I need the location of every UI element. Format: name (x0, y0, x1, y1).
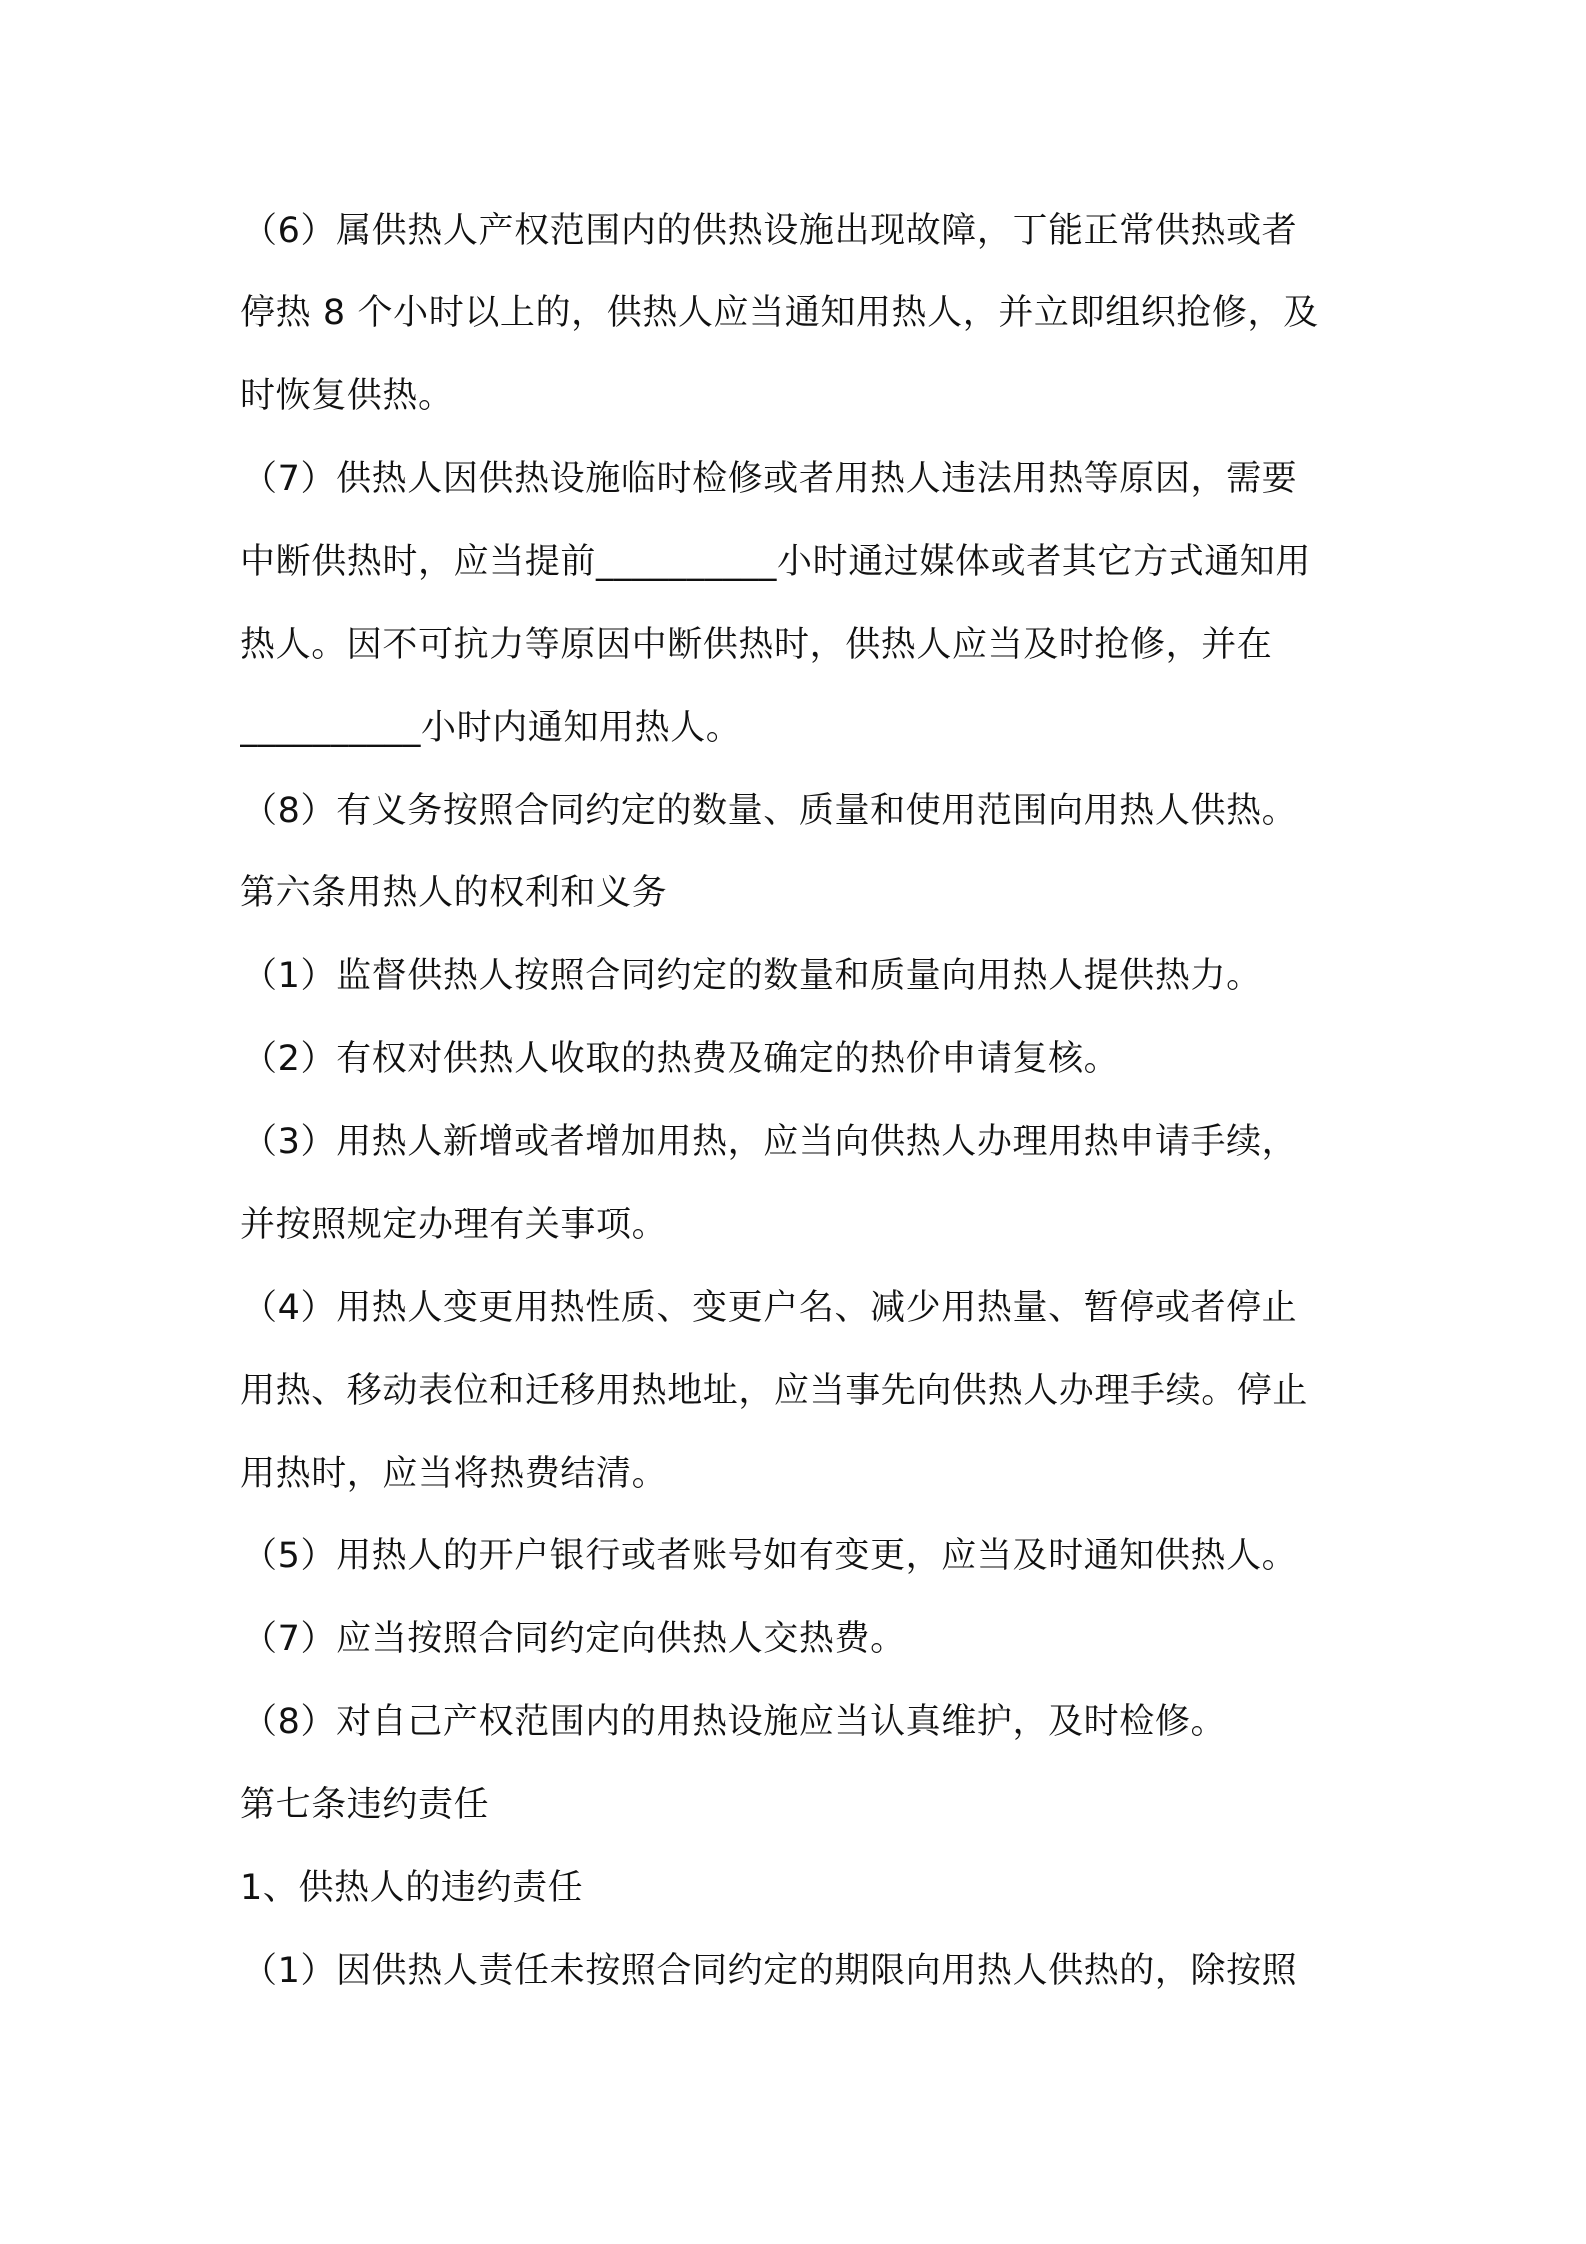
section-heading: 第六条用热人的权利和义务 (240, 873, 668, 913)
text-line: 用热时，应当将热费结清。 (240, 1454, 668, 1494)
text-line: （1）监督供热人按照合同约定的数量和质量向用热人提供热力。 (242, 956, 1262, 996)
text-line: __________小时内通知用热人。 (240, 708, 742, 748)
text-line: 中断供热时，应当提前__________小时通过媒体或者其它方式通知用 (240, 542, 1312, 582)
text-line: （7）应当按照合同约定向供热人交热费。 (242, 1619, 906, 1659)
text-line: 并按照规定办理有关事项。 (240, 1205, 668, 1245)
text-line: 停热 8 个小时以上的，供热人应当通知用热人，并立即组织抢修，及 (240, 293, 1319, 333)
text-line: 用热、移动表位和迁移用热地址，应当事先向供热人办理手续。停止 (240, 1371, 1309, 1411)
text-line: 热人。因不可抗力等原因中断供热时，供热人应当及时抢修，并在 (240, 625, 1273, 665)
text-line: （1）因供热人责任未按照合同约定的期限向用热人供热的，除按照 (242, 1951, 1298, 1991)
text-line: （3）用热人新增或者增加用热，应当向供热人办理用热申请手续， (242, 1122, 1298, 1162)
text-line: （7）供热人因供热设施临时检修或者用热人违法用热等原因，需要 (242, 459, 1298, 499)
text-line: （5）用热人的开户银行或者账号如有变更，应当及时通知供热人。 (242, 1536, 1298, 1576)
text-line: （8）有义务按照合同约定的数量、质量和使用范围向用热人供热。 (242, 791, 1298, 831)
text-line: （4）用热人变更用热性质、变更户名、减少用热量、暂停或者停止 (242, 1288, 1298, 1328)
text-line: （8）对自己产权范围内的用热设施应当认真维护，及时检修。 (242, 1702, 1227, 1742)
text-line: 时恢复供热。 (240, 376, 454, 416)
section-heading: 第七条违约责任 (240, 1785, 490, 1825)
text-line: （6）属供热人产权范围内的供热设施出现故障，丁能正常供热或者 (242, 211, 1298, 251)
text-line: （2）有权对供热人收取的热费及确定的热价申请复核。 (242, 1039, 1120, 1079)
subsection-heading: 1、供热人的违约责任 (240, 1868, 584, 1908)
